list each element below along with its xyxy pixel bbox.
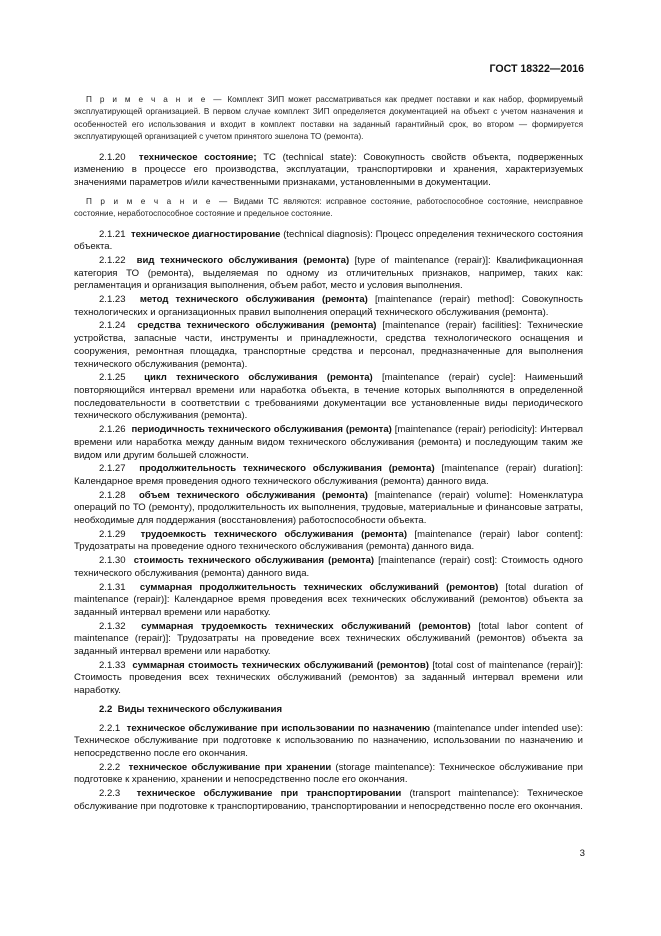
- term-title: техническое обслуживание при хранении: [128, 761, 332, 773]
- note-label: П р и м е ч а н и е —: [86, 196, 230, 206]
- term-entry-2-1-23: [74, 294, 583, 319]
- document-body: [74, 94, 583, 813]
- note-paragraph: [74, 196, 583, 221]
- term-entry-2-1-20: [74, 152, 583, 190]
- term-number: 2.1.27: [99, 463, 126, 475]
- term-title: суммарная продолжительность технических обслуживаний (ремонтов): [139, 581, 499, 593]
- page-number: 3: [579, 848, 585, 859]
- term-entry-2-1-26: [74, 424, 583, 462]
- term-definition: [maintenance (repair) duration]: Календарное время проведения одного технического обслуживания (ремонта) данного вида.: [74, 463, 583, 487]
- term-definition: ТС (technical state): Совокупность свойств объекта, подверженных изменению в процессе его производства, эксплуатации, транспортировки и хранения, характеризуемых значениями параметров и/или качественными признаками, установленными в документации.: [74, 151, 584, 189]
- term-number: 2.1.30: [99, 555, 126, 567]
- term-title: техническое диагностирование: [130, 228, 281, 240]
- term-number: 2.1.21: [99, 228, 126, 240]
- term-entry-2-1-24: [74, 320, 583, 371]
- term-title: метод технического обслуживания (ремонта): [139, 294, 368, 306]
- term-number: 2.1.25: [99, 372, 126, 384]
- term-number: 2.2.2: [99, 761, 121, 773]
- term-entry-2-1-28: [74, 490, 583, 528]
- term-entry-2-1-32: [74, 621, 583, 659]
- term-definition: [maintenance (repair) periodicity]: Интервал времени или наработка между данным видом технического обслуживания (ремонта) и последующим таким же видом или другим большей сложности.: [74, 424, 583, 461]
- term-title: продолжительность технического обслуживания (ремонта): [139, 463, 435, 475]
- term-definition: [total duration of maintenance (repair)]: Календарное время проведения всех технических обслуживаний (ремонтов) объекта за заданный интервал времени или наработку.: [74, 581, 583, 618]
- section-number: 2.2: [99, 703, 113, 715]
- term-entry-2-1-29: [74, 529, 583, 554]
- term-entry-2-1-27: [74, 463, 583, 488]
- document-header: ГОСТ 18322—2016: [489, 63, 584, 75]
- term-number: 2.1.23: [99, 294, 126, 306]
- term-number: 2.1.22: [99, 254, 126, 266]
- note-text: Видами ТС являются: исправное состояние, работоспособное состояние, неисправное состояние, неработоспособное состояние и предельное состояние.: [74, 196, 583, 219]
- term-definition: (storage maintenance): Техническое обслуживание при подготовке к хранению, хранении и непосредственно после его окончания.: [74, 761, 583, 786]
- term-definition: [maintenance (repair) cycle]: Наименьший повторяющийся интервал времени или наработка объекта, в течение которых выполняются в определенной последовательности в соответствии с требованиями документации все установленные виды периодического технического обслуживания (ремонта).: [74, 372, 584, 422]
- term-entry-2-1-31: [74, 582, 583, 620]
- term-number: 2.1.26: [99, 424, 126, 436]
- term-number: 2.1.29: [99, 528, 126, 540]
- section-heading: [74, 704, 583, 717]
- term-definition: (transport maintenance): Техническое обслуживание при подготовке к транспортированию, транспортировании и непосредственно после его окончания.: [74, 788, 583, 812]
- section-title: Виды технического обслуживания: [117, 703, 283, 715]
- term-title: средства технического обслуживания (ремонта): [137, 320, 377, 332]
- term-title: суммарная стоимость технических обслуживаний (ремонтов): [132, 659, 429, 671]
- term-entry-2-1-30: [74, 555, 583, 580]
- term-definition: (maintenance under intended use): Техническое обслуживание при подготовке к использованию по назначению, использовании по назначению и непосредственно после его окончания.: [74, 722, 583, 759]
- term-number: 2.1.20: [99, 151, 126, 163]
- term-number: 2.1.28: [99, 489, 126, 501]
- note-text: Комплект ЗИП может рассматриваться как предмет поставки и как набор, формируемый эксплуатирующей организацией. В первом случае комплект ЗИП определяется документацией на объект с учетом назначения и особенностей его использования и входит в комплект поставки на заданный гарантийный срок, во втором — формируется эксплуатирующей организацией с учетом принятого эшелона ТО (ремонта).: [74, 95, 583, 142]
- term-entry-2-2-2: [74, 762, 583, 787]
- term-title: техническое обслуживание при транспортировании: [136, 788, 402, 800]
- term-definition: (technical diagnosis): Процесс определения технического состояния объекта.: [74, 228, 583, 253]
- term-number: 2.1.32: [99, 620, 126, 632]
- term-entry-2-2-3: [74, 788, 583, 813]
- term-title: техническое состояние;: [138, 151, 257, 163]
- term-entry-2-2-1: [74, 723, 583, 761]
- term-definition: [type of maintenance (repair)]: Квалификационная категория ТО (ремонта), выделяемая по одному из отличительных признаков, например, таких как: регламентация и организация выполнения, объем работ, место и условия выполнения.: [74, 254, 584, 292]
- note-label: П р и м е ч а н и е —: [86, 95, 224, 104]
- term-definition: [maintenance (repair) volume]: Номенклатура операций по ТО (ремонту), продолжительность их выполнения, трудовые, материальные и финансовые затраты, необходимые для поддержания (восстановления) работоспособности объекта.: [74, 489, 583, 527]
- term-entry-2-1-33: [74, 660, 583, 698]
- term-number: 2.2.1: [99, 722, 121, 734]
- term-definition: [total cost of maintenance (repair)]: Стоимость проведения всех технических обслуживаний (ремонтов) за заданный интервал времени или наработку.: [74, 659, 583, 697]
- term-number: 2.1.24: [99, 320, 126, 332]
- term-definition: [maintenance (repair) method]: Совокупность технологических и организационных правил выполнения операций технического обслуживания (ремонта).: [74, 294, 584, 318]
- term-entry-2-1-21: [74, 229, 583, 254]
- term-number: 2.1.31: [99, 581, 126, 593]
- term-title: объем технического обслуживания (ремонта): [138, 489, 368, 501]
- term-definition: [maintenance (repair) cost]: Стоимость одного технического обслуживания (ремонта) данного вида.: [74, 555, 583, 579]
- term-definition: [total labor content of maintenance (repair)]: Трудозатраты на проведение всех технических обслуживаний (ремонтов) объекта за заданный интервал времени или наработку.: [74, 620, 583, 658]
- term-definition: [maintenance (repair) facilities]: Технические устройства, запасные части, инструменты и принадлежности, средства технологического оснащения и сооружения, ремонтная площадка, транспортные средства и персонал, предназначенные для выполнения технического обслуживания (ремонта).: [74, 320, 584, 370]
- term-number: 2.2.3: [99, 788, 121, 800]
- term-entry-2-1-25: [74, 372, 583, 423]
- term-definition: [maintenance (repair) labor content]: Трудозатраты на проведение одного технического обслуживания (ремонта) данного вида.: [74, 528, 583, 553]
- note-paragraph: [74, 94, 583, 144]
- term-title: периодичность технического обслуживания (ремонта): [131, 424, 392, 436]
- term-title: трудоемкость технического обслуживания (ремонта): [140, 528, 407, 540]
- term-number: 2.1.33: [99, 659, 126, 671]
- term-title: техническое обслуживание при использовании по назначению: [126, 722, 431, 734]
- term-title: суммарная трудоемкость технических обслуживаний (ремонтов): [141, 620, 471, 632]
- term-entry-2-1-22: [74, 255, 583, 293]
- term-title: цикл технического обслуживания (ремонта): [144, 372, 373, 384]
- term-title: стоимость технического обслуживания (ремонта): [133, 555, 375, 567]
- term-title: вид технического обслуживания (ремонта): [136, 254, 350, 266]
